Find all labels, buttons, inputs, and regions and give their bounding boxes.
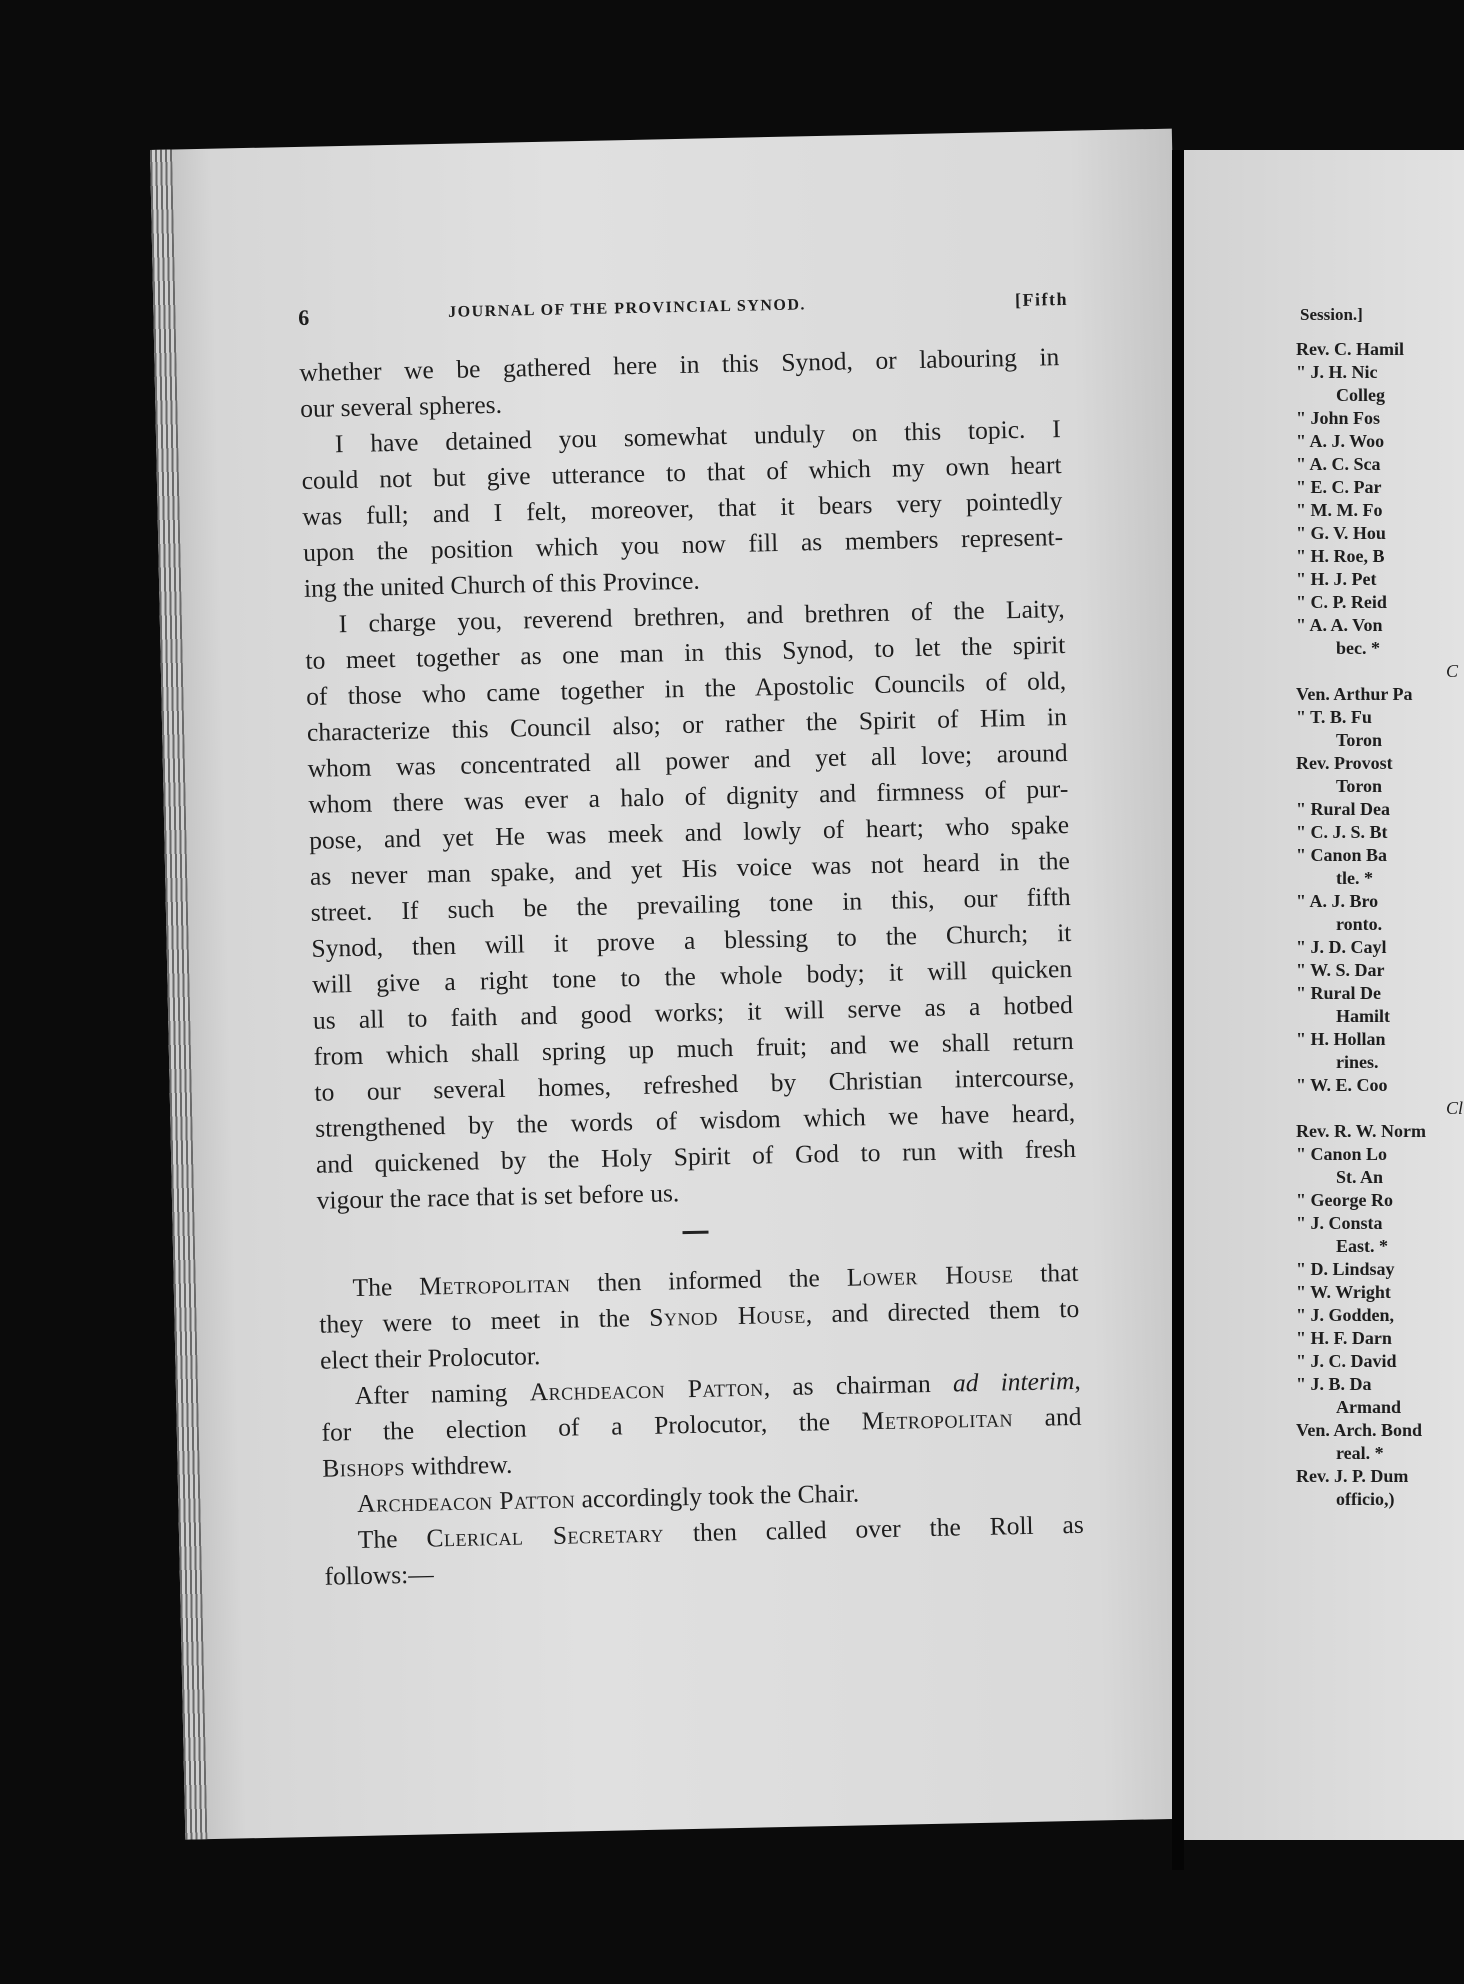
text-run: The [357, 1523, 427, 1555]
text-run: withdrew. [404, 1449, 513, 1482]
roll-entry: " A. A. Von [1296, 615, 1383, 635]
text-line: pose, and yet He was meek and lowly of heart; who spake [308, 809, 1070, 855]
journal-title: JOURNAL OF THE PROVINCIAL SYNOD. [448, 296, 807, 321]
small-caps-run: Synod House [648, 1299, 806, 1332]
roll-entry: " John Fos [1296, 408, 1381, 428]
roll-entry: " J. D. Cayl [1296, 937, 1387, 957]
text-line: upon the position which you now fill as members represent- [302, 522, 1064, 567]
text-run: and [1012, 1401, 1082, 1433]
text-run: , [1074, 1365, 1081, 1395]
roll-entry: " Canon Ba [1296, 845, 1388, 865]
roll-entry: " M. M. Fo [1296, 500, 1383, 520]
roll-entry: " Rural De [1296, 983, 1381, 1003]
text-line: I have detained you somewhat unduly on this topic. I [334, 414, 1062, 459]
roll-entry: Rev. C. Hamil [1296, 339, 1404, 359]
roll-entry: " C. P. Reid [1296, 592, 1387, 612]
roll-entry: rines. [1336, 1052, 1379, 1072]
text-line: whom there was ever a halo of dignity and firmness of pur- [308, 773, 1069, 819]
text-line: whom was concentrated all power and yet all love; around [307, 737, 1068, 783]
roll-entry: " H. Hollan [1296, 1029, 1386, 1049]
small-caps-run: Metropolitan [418, 1268, 571, 1301]
roll-entry: Hamilt [1336, 1006, 1390, 1026]
roll-entry: " Canon Lo [1296, 1144, 1388, 1164]
text-run: , as chairman [763, 1368, 954, 1402]
roll-entry: Toron [1336, 776, 1383, 796]
section-mark: [Fifth [1014, 288, 1069, 310]
roll-entry: Rev. J. P. Dum [1296, 1466, 1409, 1486]
roll-entry: Toron [1336, 730, 1383, 750]
small-caps-run: Clerical Secretary [426, 1518, 665, 1553]
text-line: ing the united Church of this Province. [303, 565, 701, 603]
text-line: of those who came together in the Apostolic Councils of old, [305, 666, 1067, 711]
text-line: will give a right tone to the whole body; it will quicken [311, 953, 1073, 999]
text-run: they were to meet in the [319, 1302, 650, 1339]
text-line: from which shall spring up much fruit; and we shall return [313, 1025, 1074, 1071]
roll-entry: " J. Consta [1296, 1213, 1383, 1233]
text-line: could not but give utterance to that of which my own heart [301, 450, 1062, 495]
text-run: then called over the Roll as [663, 1509, 1085, 1548]
roll-entry: real. * [1336, 1443, 1384, 1463]
roll-entry: bec. * [1336, 638, 1380, 658]
text-line: elect their Prolocutor. [319, 1341, 541, 1375]
roll-entry: " W. S. Dar [1296, 960, 1385, 980]
small-caps-run: Metropolitan [861, 1403, 1014, 1436]
roll-entry: " J. B. Da [1296, 1374, 1372, 1394]
roll-entry: " Rural Dea [1296, 799, 1390, 819]
roll-entry: " H. F. Darn [1296, 1328, 1392, 1348]
text-line: to meet together as one man in this Synod, to let the spirit [305, 630, 1066, 675]
text-run: After naming [354, 1377, 530, 1411]
small-caps-run: Lower House [846, 1259, 1014, 1292]
italic-run: ad interim [952, 1365, 1075, 1398]
roll-entry: tle. * [1336, 868, 1373, 888]
text-run: , and directed them to [805, 1293, 1080, 1329]
text-run: accordingly took the Chair. [574, 1478, 860, 1514]
roll-entry: " A. J. Bro [1296, 891, 1379, 911]
small-caps-run: Archdeacon Patton [529, 1372, 764, 1407]
text-run: that [1012, 1257, 1079, 1289]
roll-entry: " A. C. Sca [1296, 454, 1381, 474]
roll-entry: " W. E. Coo [1296, 1075, 1388, 1095]
text-run: The [352, 1271, 420, 1303]
small-caps-run: Archdeacon Patton [356, 1484, 576, 1519]
right-section-mark: Session.] [1300, 305, 1363, 324]
roll-entry: C [1446, 661, 1459, 681]
text-line: us all to faith and good works; it will serve as a hotbed [312, 989, 1074, 1035]
roll-entry: " J. Godden, [1296, 1305, 1395, 1325]
page-number: 6 [298, 304, 312, 330]
roll-entry: Rev. Provost [1296, 753, 1393, 773]
roll-entry: " W. Wright [1296, 1282, 1391, 1302]
roll-entry: East. * [1336, 1236, 1389, 1256]
roll-entry: " George Ro [1296, 1190, 1393, 1210]
body-text [299, 339, 1085, 1595]
roll-entry: " G. V. Hou [1296, 523, 1386, 543]
text-line: street. If such be the prevailing tone in this, our fifth [310, 881, 1071, 927]
roll-entry: Ven. Arthur Pa [1296, 684, 1413, 704]
text-line: as never man spake, and yet His voice was not heard in the [309, 845, 1071, 891]
roll-entry: St. An [1336, 1167, 1384, 1187]
roll-list-fragment [1296, 300, 1464, 1511]
text-line: I charge you, reverend brethren, and brethren of the Laity, [338, 594, 1065, 639]
text-line: and quickened by the Holy Spirit of God to run with fresh [315, 1133, 1077, 1179]
roll-entry: " H. Roe, B [1296, 546, 1385, 566]
roll-entry: " D. Lindsay [1296, 1259, 1395, 1279]
text-line: characterize this Council also; or rather the Spirit of Him in [306, 701, 1068, 747]
roll-entry: Rev. R. W. Norm [1296, 1121, 1426, 1141]
text-line: was full; and I felt, moreover, that it bears very pointedly [302, 486, 1063, 531]
text-line: Synod, then will it prove a blessing to the Church; it [311, 917, 1072, 963]
text-line: vigour the race that is set before us. [316, 1178, 680, 1215]
text-run: for the election of a Prolocutor, the [321, 1406, 863, 1447]
text-run: then informed the [570, 1262, 848, 1298]
text-line: our several spheres. [299, 389, 503, 423]
roll-entry: " H. J. Pet [1296, 569, 1377, 589]
roll-entry: Colleg [1336, 385, 1385, 405]
text-line: to our several homes, refreshed by Christian intercourse, [314, 1061, 1075, 1107]
roll-entry: " J. H. Nic [1296, 362, 1378, 382]
roll-entry: Armand [1336, 1397, 1402, 1417]
page-edge-stack [150, 150, 207, 1840]
roll-entry: Cl [1446, 1098, 1464, 1118]
text-line: whether we be gathered here in this Synod, or labouring in [299, 342, 1060, 387]
roll-entry: " C. J. S. Bt [1296, 822, 1388, 842]
text-line: strengthened by the words of wisdom which we have heard, [314, 1097, 1076, 1143]
roll-entry: " E. C. Par [1296, 477, 1382, 497]
roll-entry: " T. B. Fu [1296, 707, 1372, 727]
roll-entry: " J. C. David [1296, 1351, 1397, 1371]
roll-entry: " A. J. Woo [1296, 431, 1385, 451]
text-line: follows:— [324, 1559, 435, 1591]
small-caps-run: Bishops [322, 1452, 406, 1483]
roll-entry: Ven. Arch. Bond [1296, 1420, 1423, 1440]
roll-entry: officio,) [1336, 1489, 1395, 1509]
roll-entry: ronto. [1336, 914, 1383, 934]
spine-shadow [1172, 150, 1184, 1870]
